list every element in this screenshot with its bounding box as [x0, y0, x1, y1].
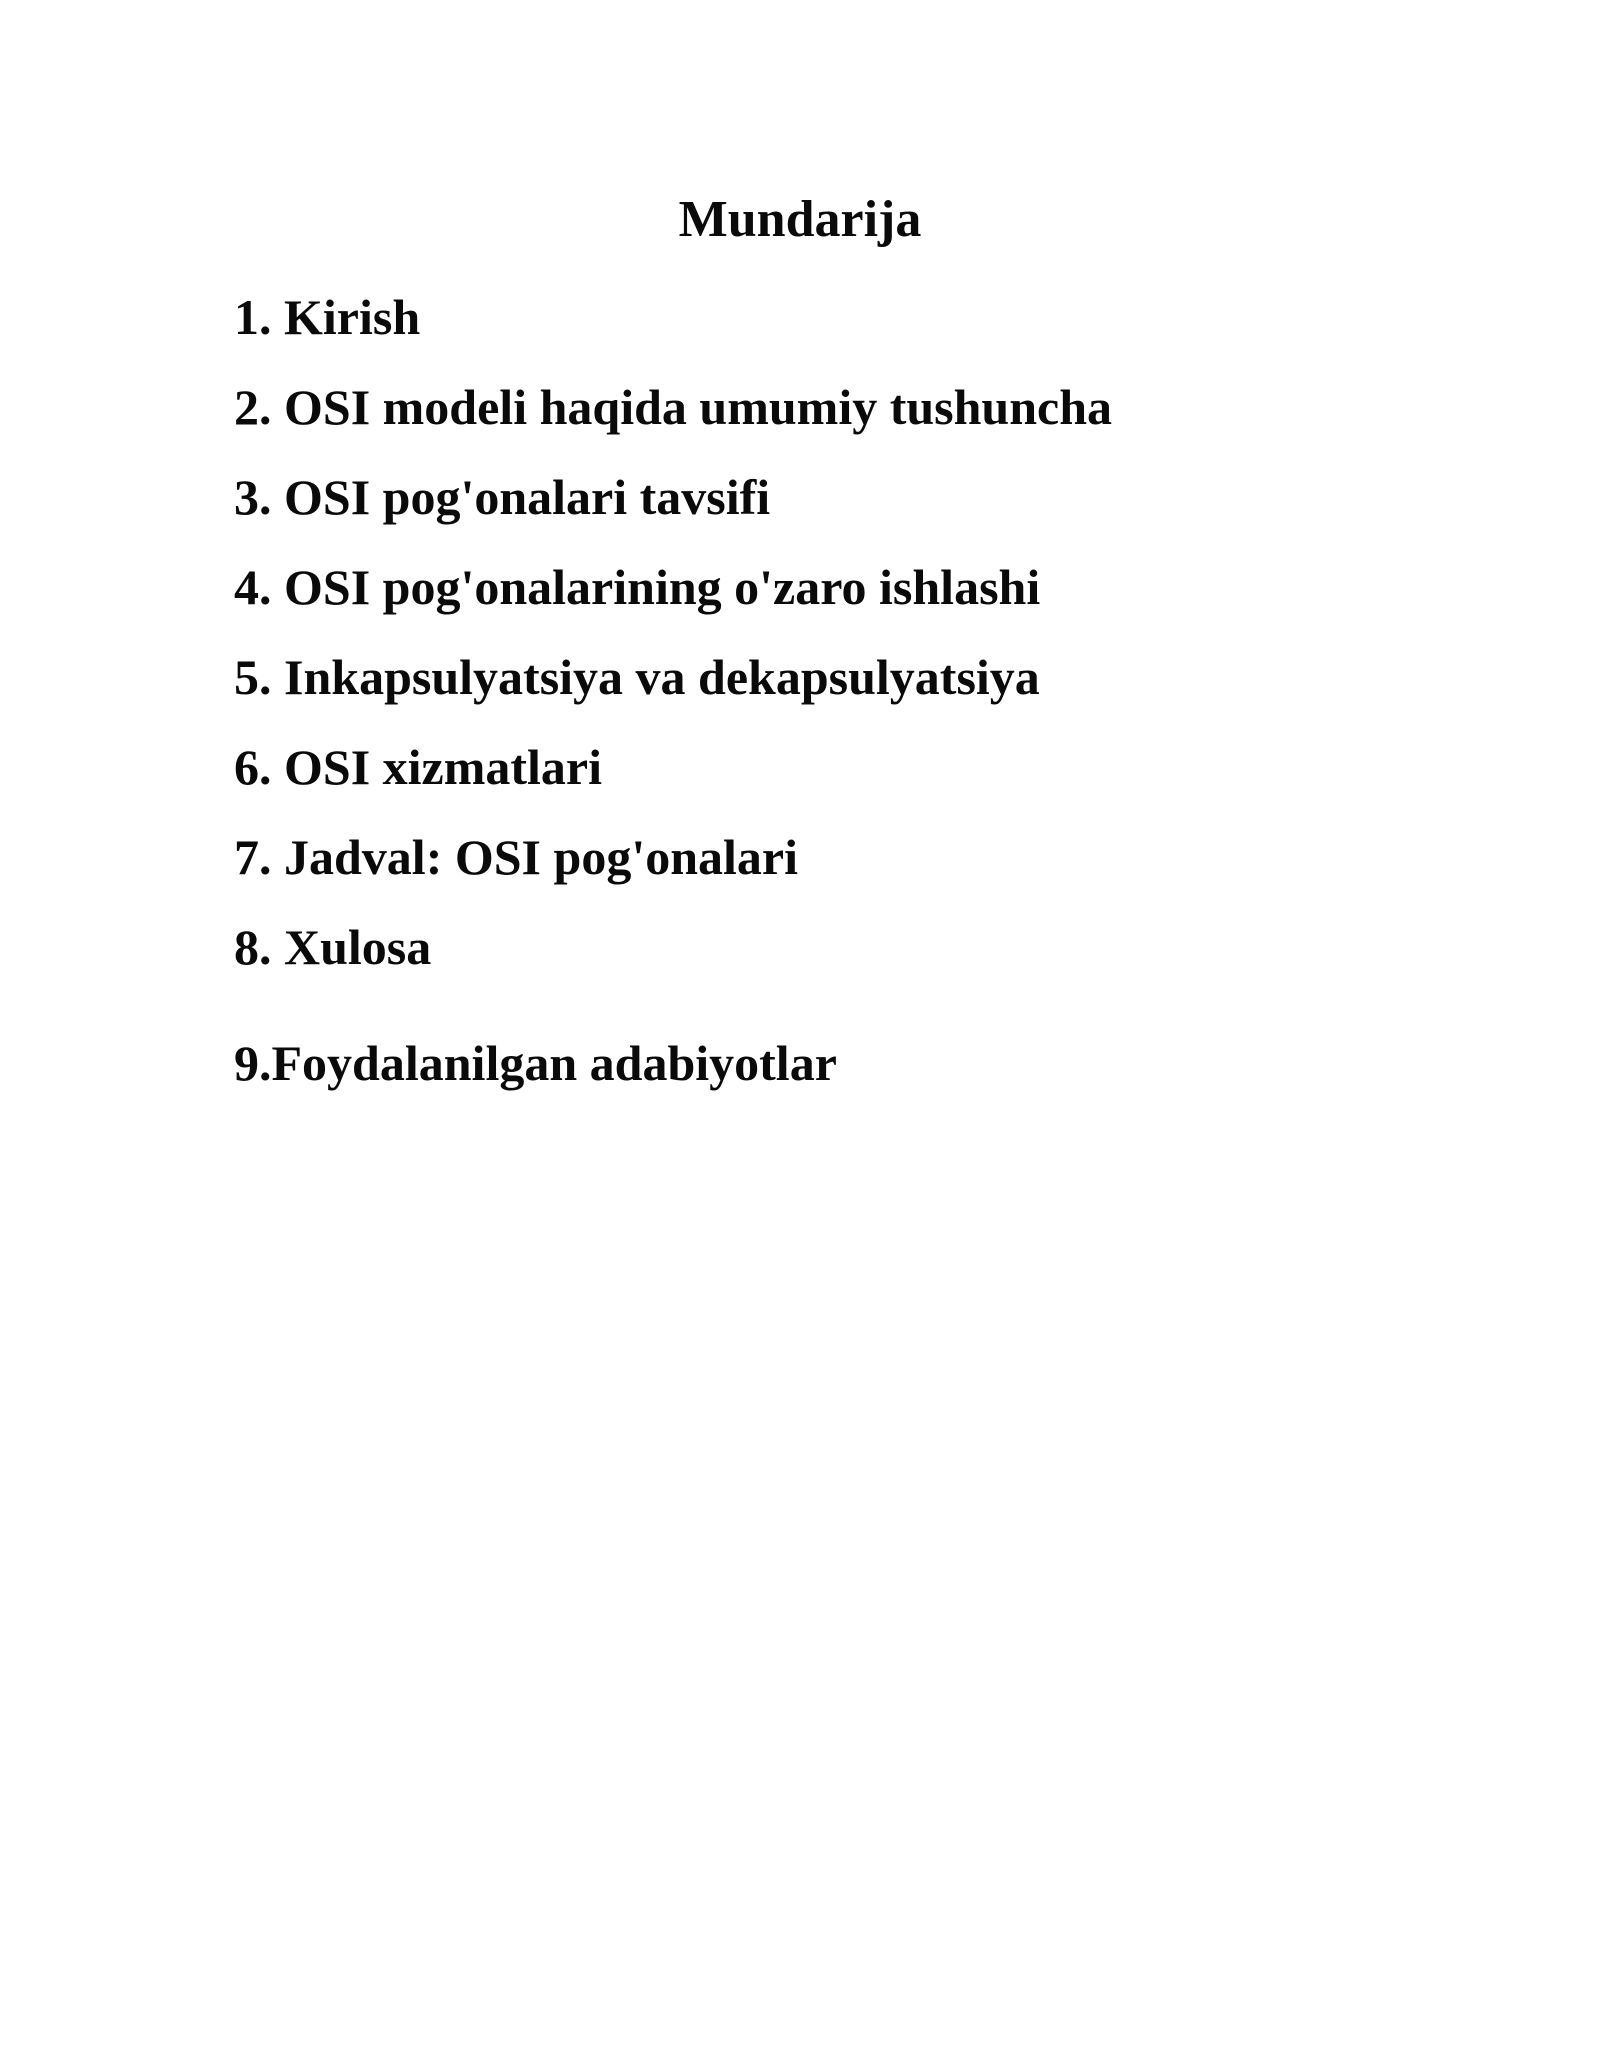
toc-item-conclusion: 8. Xulosa [234, 919, 432, 975]
page-title: Mundarija [678, 191, 922, 248]
toc-item-kirish: 1. Kirish [234, 289, 421, 345]
toc-item-references: 9.Foydalanilgan adabiyotlar [234, 1035, 837, 1091]
toc-item-osi-layers-description: 3. OSI pog'onalari tavsifi [234, 469, 771, 525]
toc-item-encapsulation: 5. Inkapsulyatsiya va dekapsulyatsiya [234, 649, 1040, 705]
toc-item-osi-model: 2. OSI modeli haqida umumiy tushuncha [234, 379, 1113, 435]
table-of-contents [234, 272, 1112, 1108]
toc-item-osi-table: 7. Jadval: OSI pog'onalari [234, 829, 798, 885]
toc-item-osi-services: 6. OSI xizmatlari [234, 739, 603, 795]
toc-item-osi-layers-interaction: 4. OSI pog'onalarining o'zaro ishlashi [234, 559, 1041, 615]
